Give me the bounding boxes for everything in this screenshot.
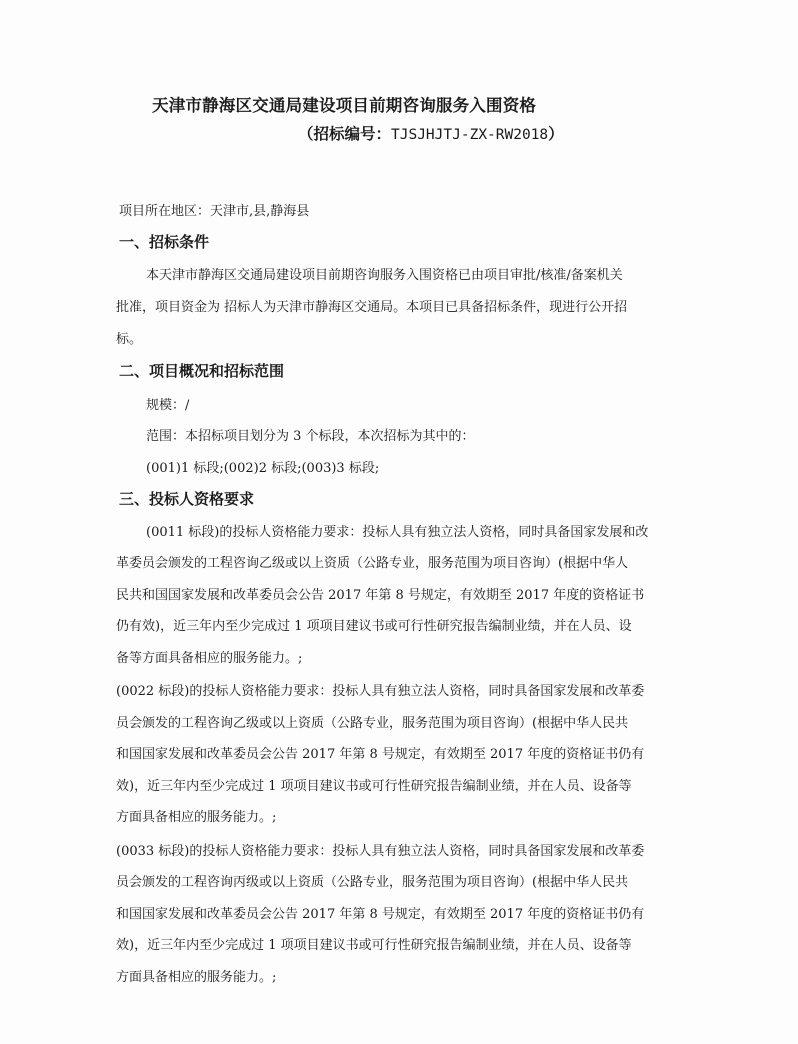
tender-number — [298, 122, 564, 144]
section3-para1-line: (0011 标段)的投标人资格能力要求：投标人具有独立法人资格，同时具备国家发展和改 — [146, 525, 649, 540]
project-region: 项目所在地区：天津市,县,静海县 — [119, 204, 310, 219]
section1-line: 本天津市静海区交通局建设项目前期咨询服务入围资格已由项目审批/核准/备案机关 — [146, 268, 623, 283]
section3-para1-line: 仍有效)，近三年内至少完成过 1 项项目建议书或可行性研究报告编制业绩，并在人员、设 — [116, 619, 632, 634]
section3-heading: 三、投标人资格要求 — [119, 490, 255, 508]
section3-para3-line: 效)，近三年内至少完成过 1 项项目建议书或可行性研究报告编制业绩，并在人员、设备等 — [116, 938, 632, 953]
section2-line: 规模：/ — [146, 398, 190, 413]
section3-para2-line: 效)，近三年内至少完成过 1 项项目建议书或可行性研究报告编制业绩，并在人员、设备等 — [116, 779, 632, 794]
section3-para2-line: (0022 标段)的投标人资格能力要求：投标人具有独立法人资格，同时具备国家发展和改革委 — [116, 684, 645, 699]
section2-heading: 二、项目概况和招标范围 — [119, 362, 285, 380]
section3-para3-line: (0033 标段)的投标人资格能力要求：投标人具有独立法人资格，同时具备国家发展和改革委 — [116, 844, 645, 859]
section3-para2-line: 和国国家发展和改革委员会公告 2017 年第 8 号规定，有效期至 2017 年度的资格证书仍有 — [116, 747, 645, 762]
section1-line: 批准，项目资金为 招标人为天津市静海区交通局。本项目已具备招标条件，现进行公开招 — [116, 300, 628, 315]
section2-line: (001)1 标段;(002)2 标段;(003)3 标段; — [146, 461, 380, 476]
section3-para3-line: 和国国家发展和改革委员会公告 2017 年第 8 号规定，有效期至 2017 年度的资格证书仍有 — [116, 907, 645, 922]
section2-line: 范围：本招标项目划分为 3 个标段，本次招标为其中的： — [146, 429, 475, 444]
section3-para2-line: 方面具备相应的服务能力。; — [116, 810, 277, 825]
section3-para1-line: 革委员会颁发的工程咨询乙级或以上资质（公路专业，服务范围为项目咨询）(根据中华人 — [116, 556, 629, 571]
section1-line: 标。 — [116, 332, 143, 347]
tender-number-close: ） — [548, 125, 564, 143]
section1-heading: 一、招标条件 — [119, 233, 210, 251]
section3-para3-line: 员会颁发的工程咨询丙级或以上资质（公路专业，服务范围为项目咨询）(根据中华人民共 — [116, 875, 629, 890]
section3-para1-line: 备等方面具备相应的服务能力。; — [116, 651, 303, 666]
section3-para2-line: 员会颁发的工程咨询乙级或以上资质（公路专业，服务范围为项目咨询）(根据中华人民共 — [116, 716, 629, 731]
tender-number-open: （招标编号： — [298, 125, 392, 143]
document-title: 天津市静海区交通局建设项目前期咨询服务入围资格 — [152, 96, 537, 115]
section3-para1-line: 民共和国国家发展和改革委员会公告 2017 年第 8 号规定，有效期至 2017 年度的资格证书 — [116, 588, 645, 603]
section3-para3-line: 方面具备相应的服务能力。; — [116, 970, 277, 985]
tender-number-code: TJSJHJTJ-ZX-RW2018 — [391, 127, 549, 143]
